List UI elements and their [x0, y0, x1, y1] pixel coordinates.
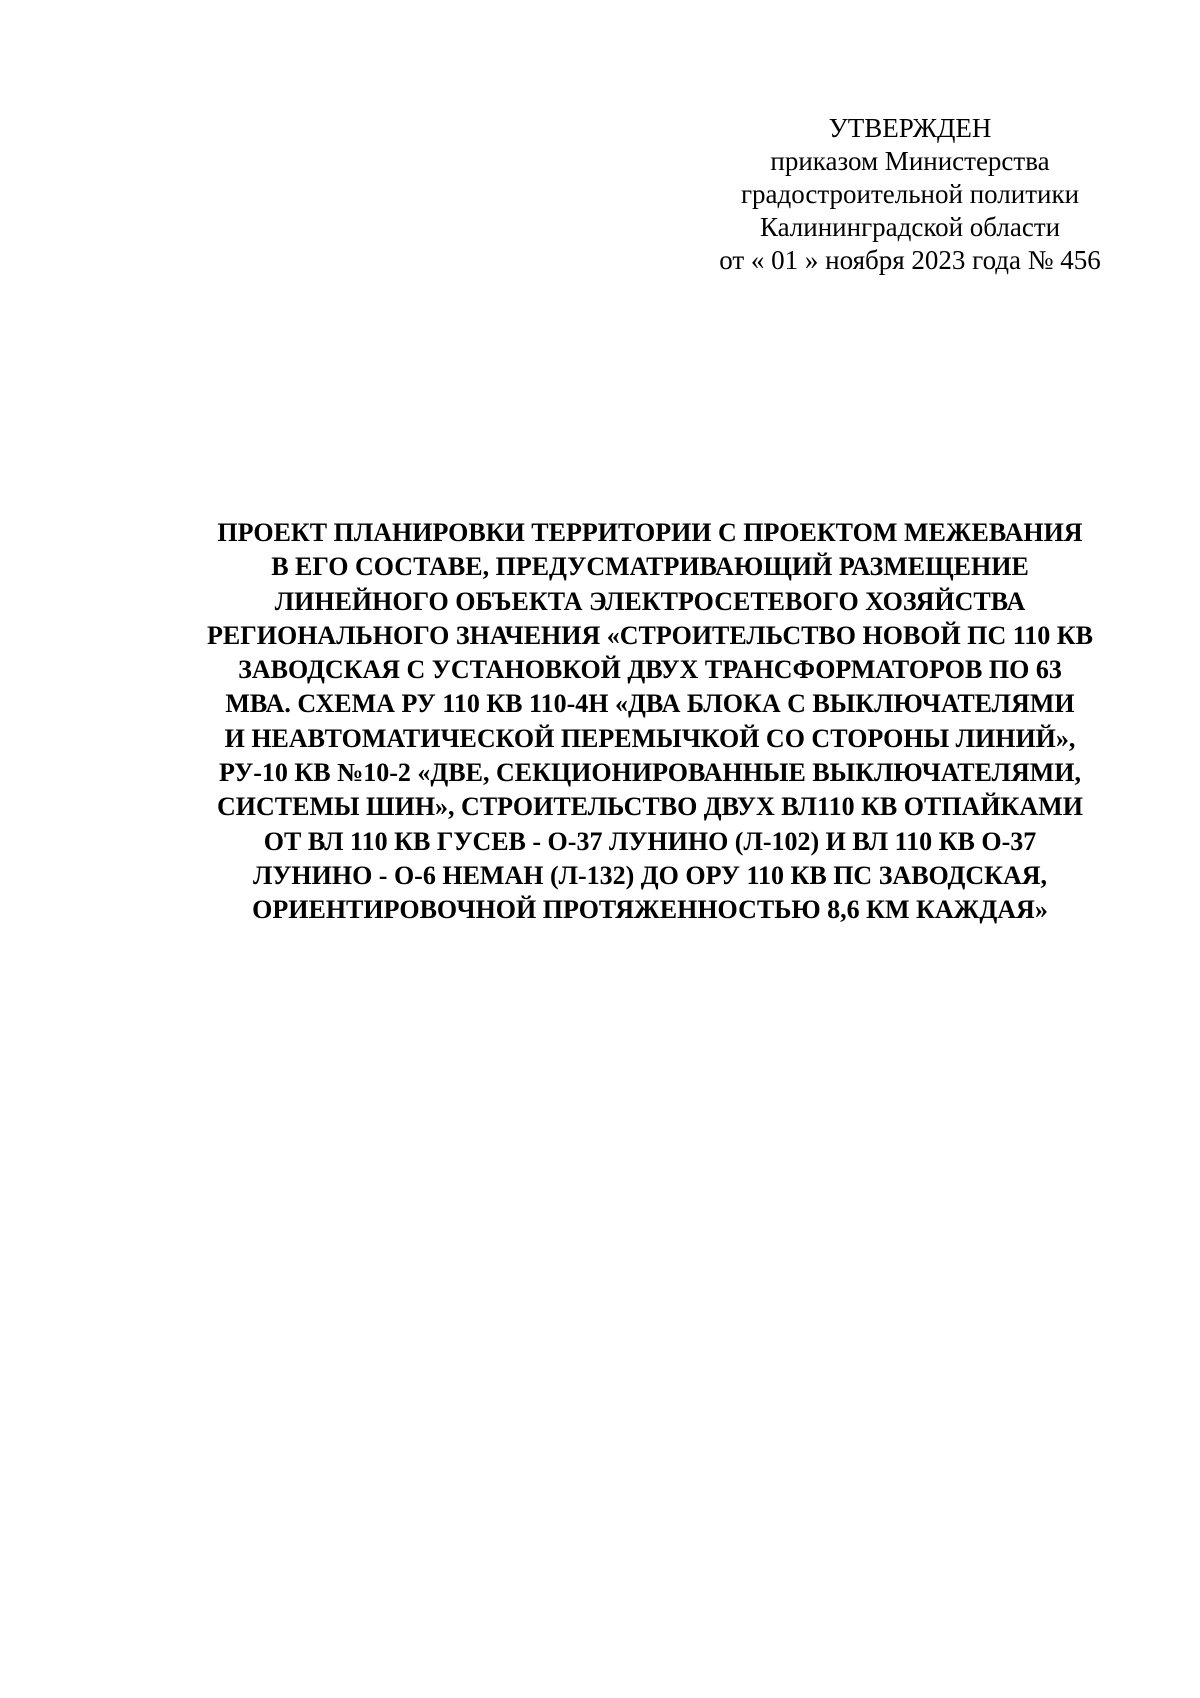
- title-line: ЛУНИНО - О-6 НЕМАН (Л-132) ДО ОРУ 110 КВ ПС ЗАВОДСКАЯ,: [252, 860, 1048, 890]
- title-line: СИСТЕМЫ ШИН», СТРОИТЕЛЬСТВО ДВУХ ВЛ110 КВ ОТПАЙКАМИ: [217, 792, 1083, 822]
- document-title: [150, 516, 1150, 928]
- approval-line: от « 01 » ноября 2023 года № 456: [719, 245, 1101, 275]
- approval-line: градостроительной политики: [740, 179, 1080, 209]
- approval-line: приказом Министерства: [770, 146, 1050, 176]
- title-line: ОРИЕНТИРОВОЧНОЙ ПРОТЯЖЕННОСТЬЮ 8,6 КМ КАЖДАЯ»: [252, 895, 1048, 925]
- title-line: ЛИНЕЙНОГО ОБЪЕКТА ЭЛЕКТРОСЕТЕВОГО ХОЗЯЙСТВА: [274, 586, 1026, 616]
- title-line: ОТ ВЛ 110 КВ ГУСЕВ - О-37 ЛУНИНО (Л-102) И ВЛ 110 КВ О-37: [263, 826, 1037, 856]
- title-line: РУ-10 КВ №10-2 «ДВЕ, СЕКЦИОНИРОВАННЫЕ ВЫКЛЮЧАТЕЛЯМИ,: [218, 758, 1082, 788]
- approval-line: Калининградской области: [759, 212, 1061, 242]
- title-line: МВА. СХЕМА РУ 110 КВ 110-4Н «ДВА БЛОКА С ВЫКЛЮЧАТЕЛЯМИ: [225, 689, 1075, 719]
- title-line: В ЕГО СОСТАВЕ, ПРЕДУСМАТРИВАЮЩИЙ РАЗМЕЩЕНИЕ: [271, 552, 1029, 582]
- title-line: РЕГИОНАЛЬНОГО ЗНАЧЕНИЯ «СТРОИТЕЛЬСТВО НОВОЙ ПС 110 КВ: [207, 620, 1093, 650]
- title-line: ПРОЕКТ ПЛАНИРОВКИ ТЕРРИТОРИИ С ПРОЕКТОМ МЕЖЕВАНИЯ: [217, 518, 1083, 547]
- title-line: ЗАВОДСКАЯ С УСТАНОВКОЙ ДВУХ ТРАНСФОРМАТОРОВ ПО 63: [238, 655, 1062, 685]
- approval-line: УТВЕРЖДЕН: [828, 113, 992, 143]
- approval-stamp: [640, 112, 1180, 277]
- title-line: И НЕАВТОМАТИЧЕСКОЙ ПЕРЕМЫЧКОЙ СО СТОРОНЫ ЛИНИЙ»,: [224, 723, 1076, 753]
